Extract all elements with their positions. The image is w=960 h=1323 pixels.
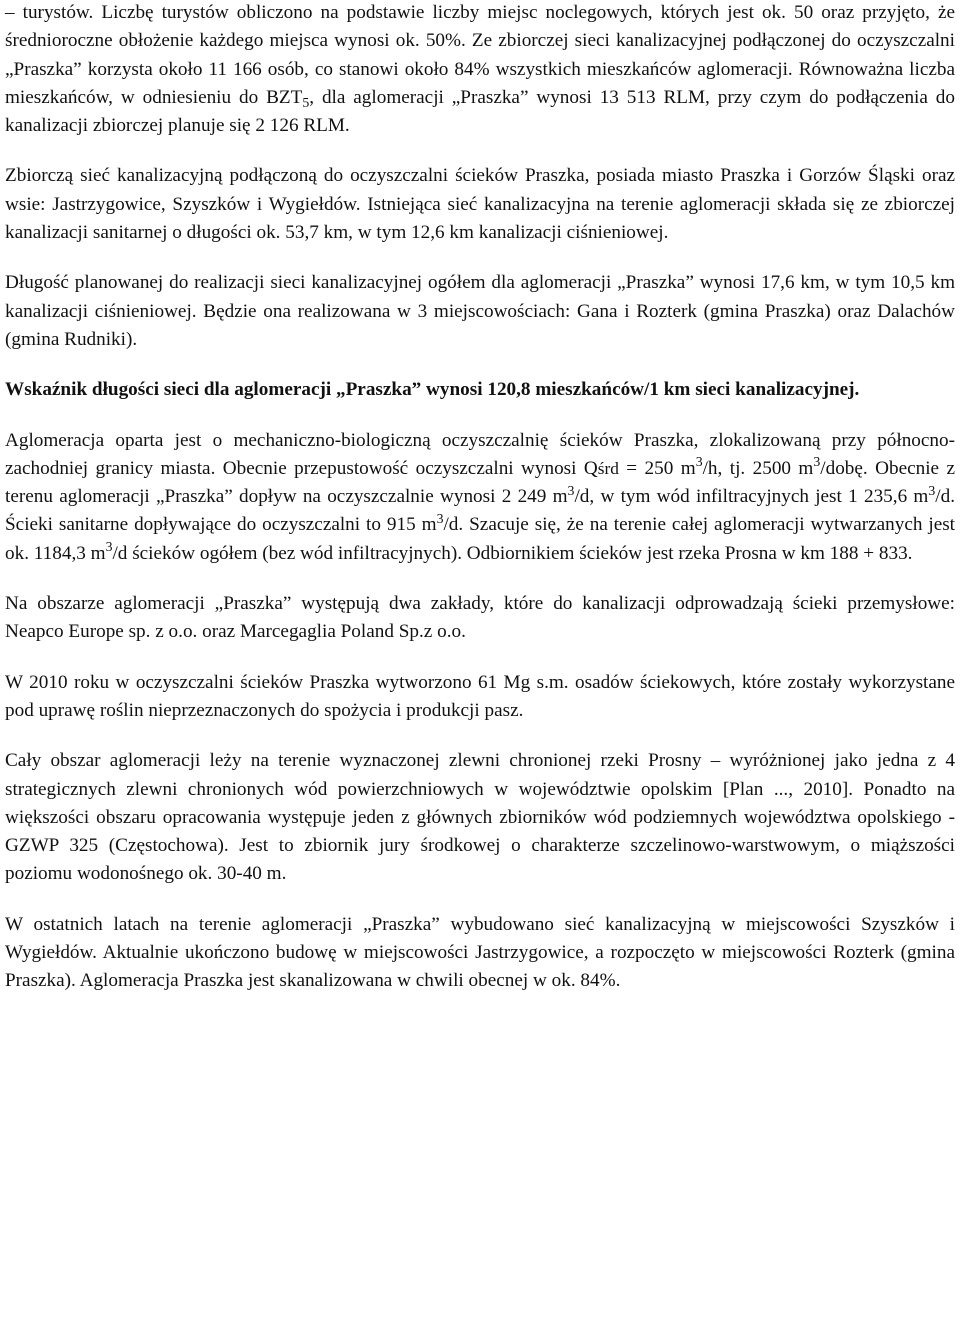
text-segment: /d, w tym wód infiltracyjnych jest 1 235,6 m xyxy=(574,486,929,508)
text-segment: Aglomeracja oparta jest o mechaniczno-biologiczną oczyszczalnię ścieków Praszka, zlokalizowaną przy północno-zachodniej granicy miasta. Obecnie przepustowość oczyszczalni wynosi Q xyxy=(5,429,955,479)
document-page xyxy=(5,0,955,1018)
text-segment: /d. Szacuje się, że na terenie całej aglomeracji wytwarzanych jest ok. 1184,3 m xyxy=(5,514,956,564)
paragraph-treatment-plant xyxy=(5,427,955,568)
paragraph-existing-network: Zbiorczą sieć kanalizacyjną podłączoną do oczyszczalni ścieków Praszka, posiada miasto Praszka i Gorzów Śląski oraz wsie: Jastrzygowice, Szyszków i Wygiełdów. Istniejąca sieć kanalizacyjna na terenie aglomeracji składa się ze zbiorczej kanalizacji sanitarnej o długości ok. 53,7 km, w tym 12,6 km kanalizacji ciśnieniowej. xyxy=(5,165,955,244)
superscript-3: 3 xyxy=(567,482,575,498)
text-segment: /dobę. Obecnie z terenu aglomeracji „Praszka” dopływ na oczyszczalnie wynosi 2 249 m xyxy=(5,457,955,508)
text-segment: /d ścieków ogółem (bez wód infiltracyjnych). Odbiornikiem ścieków jest rzeka Prosna w km 188 + 833. xyxy=(112,542,913,564)
text-segment: = 250 m xyxy=(618,457,696,479)
text-segment: /d. Ścieki sanitarne dopływające do oczyszczalni to 915 m xyxy=(5,486,955,536)
text-segment: – turystów. Liczbę turystów obliczono na podstawie liczby miejsc noclegowych, których jest ok. 50 oraz przyjęto, że średnioroczne obłożenie każdego miejsca wynosi ok. 50%. Ze zbiorczej sieci kanalizacyjnej podłączonej do oczyszczalni „Praszka” korzysta około 11 166 osób, co stanowi około 84% wszystkich mieszkańców aglomeracji. Równoważna liczba mieszkańców, w odniesieniu do BZT xyxy=(5,2,955,108)
paragraph-industrial-plants: Na obszarze aglomeracji „Praszka” występują dwa zakłady, które do kanalizacji odprowadzają ścieki przemysłowe: Neapco Europe sp. z o.o. oraz Marcegaglia Poland Sp.z o.o. xyxy=(5,593,955,643)
subscript-srd: śrd xyxy=(597,458,619,478)
text-segment: /h, tj. 2500 m xyxy=(702,457,814,479)
paragraph-planned-network: Długość planowanej do realizacji sieci kanalizacyjnej ogółem dla aglomeracji „Praszka” wynosi 17,6 km, w tym 10,5 km kanalizacji ciśnieniowej. Będzie ona realizowana w 3 miejscowościach: Gana i Rozterk (gmina Praszka) oraz Dalachów (gmina Rudniki). xyxy=(5,272,955,350)
paragraph-network-indicator: Wskaźnik długości sieci dla aglomeracji „Praszka” wynosi 120,8 mieszkańców/1 km sieci kanalizacyjnej. xyxy=(5,379,860,401)
superscript-3: 3 xyxy=(105,539,113,555)
paragraph-sewage-sludge: W 2010 roku w oczyszczalni ścieków Praszka wytworzono 61 Mg s.m. osadów ściekowych, które zostały wykorzystane pod uprawę roślin nieprzeznaczonych do spożycia i produkcji pasz. xyxy=(5,671,955,721)
paragraph-recent-construction: W ostatnich latach na terenie aglomeracji „Praszka” wybudowano sieć kanalizacyjną w miejscowości Szyszków i Wygiełdów. Aktualnie ukończono budowę w miejscowości Jastrzygowice, a rozpoczęto w miejscowości Rozterk (gmina Praszka). Aglomeracja Praszka jest skanalizowana w chwili obecnej w ok. 84%. xyxy=(5,913,955,992)
superscript-3: 3 xyxy=(813,454,821,470)
text-segment: , dla aglomeracji „Praszka” wynosi 13 513 RLM, przy czym do podłączenia do kanalizacji zbiorczej planuje się 2 126 RLM. xyxy=(5,86,955,137)
subscript-5: 5 xyxy=(302,94,310,110)
paragraph-tourists-and-population xyxy=(5,0,955,140)
superscript-3: 3 xyxy=(436,510,444,526)
paragraph-protected-catchment: Cały obszar aglomeracji leży na terenie wyznaczonej zlewni chronionej rzeki Prosny – wyróżnionej jako jedna z 4 strategicznych zlewni chronionych wód powierzchniowych w województwie opolskim [Plan ..., 2010]. Ponadto na większości obszaru opracowania występuje jeden z głównych zbiorników wód podziemnych województwa opolskiego - GZWP 325 (Częstochowa). Jest to zbiornik jury środkowej o charakterze szczelinowo-warstwowym, o miąższości poziomu wodonośnego ok. 30-40 m. xyxy=(5,750,955,885)
superscript-3: 3 xyxy=(928,482,936,498)
superscript-3: 3 xyxy=(695,454,703,470)
